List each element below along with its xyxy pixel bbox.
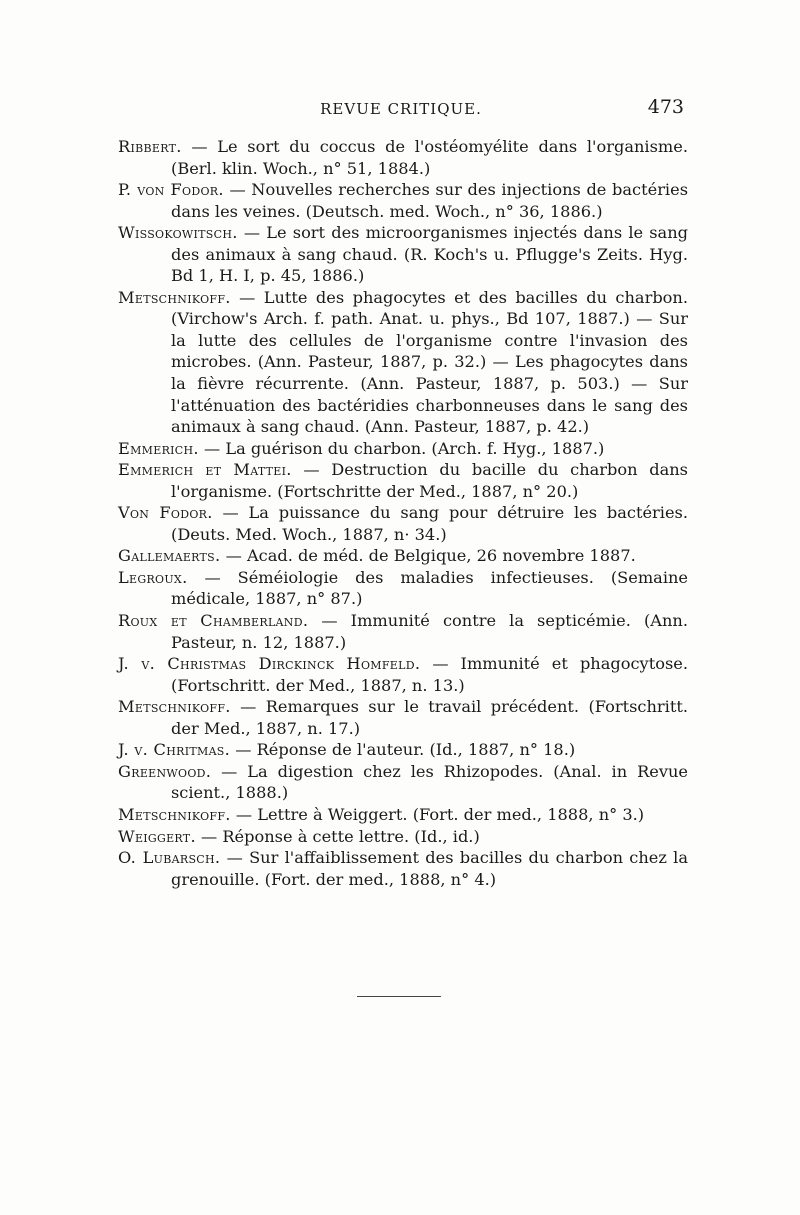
entry-author: Weiggert.: [118, 826, 196, 846]
entry-author: P. von Fodor.: [118, 180, 224, 200]
bibliography-entry: [118, 502, 688, 545]
entry-text: — Immunité contre la septicémie. (Ann. Pasteur, n. 12, 1887.): [171, 611, 688, 652]
bibliography-entry: [118, 567, 688, 610]
entry-text: — La puissance du sang pour détruire les bactéries. (Deuts. Med. Woch., 1887, n· 34.): [171, 503, 688, 544]
bibliography-entry: [118, 804, 688, 826]
entry-author: Greenwood.: [118, 761, 212, 781]
closing-rule: [357, 996, 441, 997]
entry-text: — Immunité et phagocytose. (Fortschritt. der Med., 1887, n. 13.): [171, 654, 688, 695]
entry-text: — Lutte des phagocytes et des bacilles du charbon. (Virchow's Arch. f. path. Anat. u. phys., Bd 107, 1887.) — Sur la lutte des cellules de l'organisme contre l'invasion des microbes. (Ann. Pasteur, 1887, p. 32.) — Les phagocytes dans la fièvre récurrente. (Ann. Pasteur, 1887, p. 503.) — Sur l'atténuation des bactéridies charbonneuses dans le sang des animaux à sang chaud. (Ann. Pasteur, 1887, p. 42.): [171, 287, 688, 437]
entry-text: — Séméiologie des maladies infectieuses. (Semaine médicale, 1887, n° 87.): [171, 567, 688, 609]
entry-text: — La digestion chez les Rhizopodes. (Anal. in Revue scient., 1888.): [171, 761, 688, 803]
entry-author: Metschnikoff.: [118, 287, 231, 307]
entry-author: Wissokowitsch.: [118, 223, 238, 243]
bibliography-entry: [118, 739, 688, 761]
entry-text: — La guérison du charbon. (Arch. f. Hyg., 1887.): [198, 438, 605, 458]
entry-author: Ribbert.: [118, 137, 182, 156]
entry-text: — Le sort du coccus de l'ostéomyélite dans l'organisme. (Berl. klin. Woch., n° 51, 1884.): [171, 137, 688, 178]
entry-author: Roux et Chamberland.: [118, 611, 309, 631]
bibliography-entry: [118, 545, 688, 567]
bibliography-entry: [118, 847, 688, 890]
entry-text: — Réponse de l'auteur. (Id., 1887, n° 18.): [230, 740, 576, 760]
entry-text: — Nouvelles recherches sur des injections de bactéries dans les veines. (Deutsch. med. Woch., n° 36, 1886.): [171, 180, 688, 221]
bibliography-entry: [118, 136, 688, 179]
bibliography-entry: [118, 610, 688, 653]
entry-author: Emmerich et Mattei.: [118, 460, 292, 480]
entry-author: Metschnikoff.: [118, 804, 231, 824]
entry-author: Metschnikoff.: [118, 697, 231, 717]
bibliography-entry: [118, 826, 688, 848]
bibliography-entry: [118, 761, 688, 804]
running-head: REVUE CRITIQUE.: [320, 100, 482, 118]
bibliography-entry: [118, 179, 688, 222]
entry-text: — Sur l'affaiblissement des bacilles du charbon chez la grenouille. (Fort. der med., 1888, n° 4.): [171, 848, 688, 889]
entry-author: J. v. Chritmas.: [118, 740, 231, 760]
bibliography-list: [118, 136, 688, 890]
bibliography-entry: [118, 222, 688, 287]
bibliography-entry: [118, 287, 688, 438]
entry-text: — Destruction du bacille du charbon dans l'organisme. (Fortschritte der Med., 1887, n° 20.): [171, 460, 688, 501]
bibliography-entry: [118, 459, 688, 502]
entry-text: — Remarques sur le travail précédent. (Fortschritt. der Med., 1887, n. 17.): [171, 697, 688, 738]
bibliography-entry: [118, 438, 688, 460]
entry-text: — Acad. de méd. de Belgique, 26 novembre 1887.: [220, 546, 636, 566]
entry-text: — Réponse à cette lettre. (Id., id.): [195, 826, 480, 846]
entry-author: J. v. Christmas Dirckinck Homfeld.: [118, 654, 421, 674]
entry-author: O. Lubarsch.: [118, 848, 221, 868]
entry-text: — Lettre à Weiggert. (Fort. der med., 1888, n° 3.): [230, 804, 645, 824]
bibliography-entry: [118, 696, 688, 739]
page-header: [118, 96, 684, 126]
bibliography-entry: [118, 653, 688, 696]
entry-author: Von Fodor.: [118, 503, 213, 523]
entry-text: — Le sort des microorganismes injectés dans le sang des animaux à sang chaud. (R. Koch's u. Pflugge's Zeits. Hyg. Bd 1, H. I, p. 45, 1886.): [171, 223, 688, 286]
page-number: 473: [647, 96, 684, 118]
entry-author: Emmerich.: [118, 438, 199, 458]
entry-author: Legroux.: [118, 567, 188, 587]
entry-author: Gallemaerts.: [118, 546, 221, 566]
